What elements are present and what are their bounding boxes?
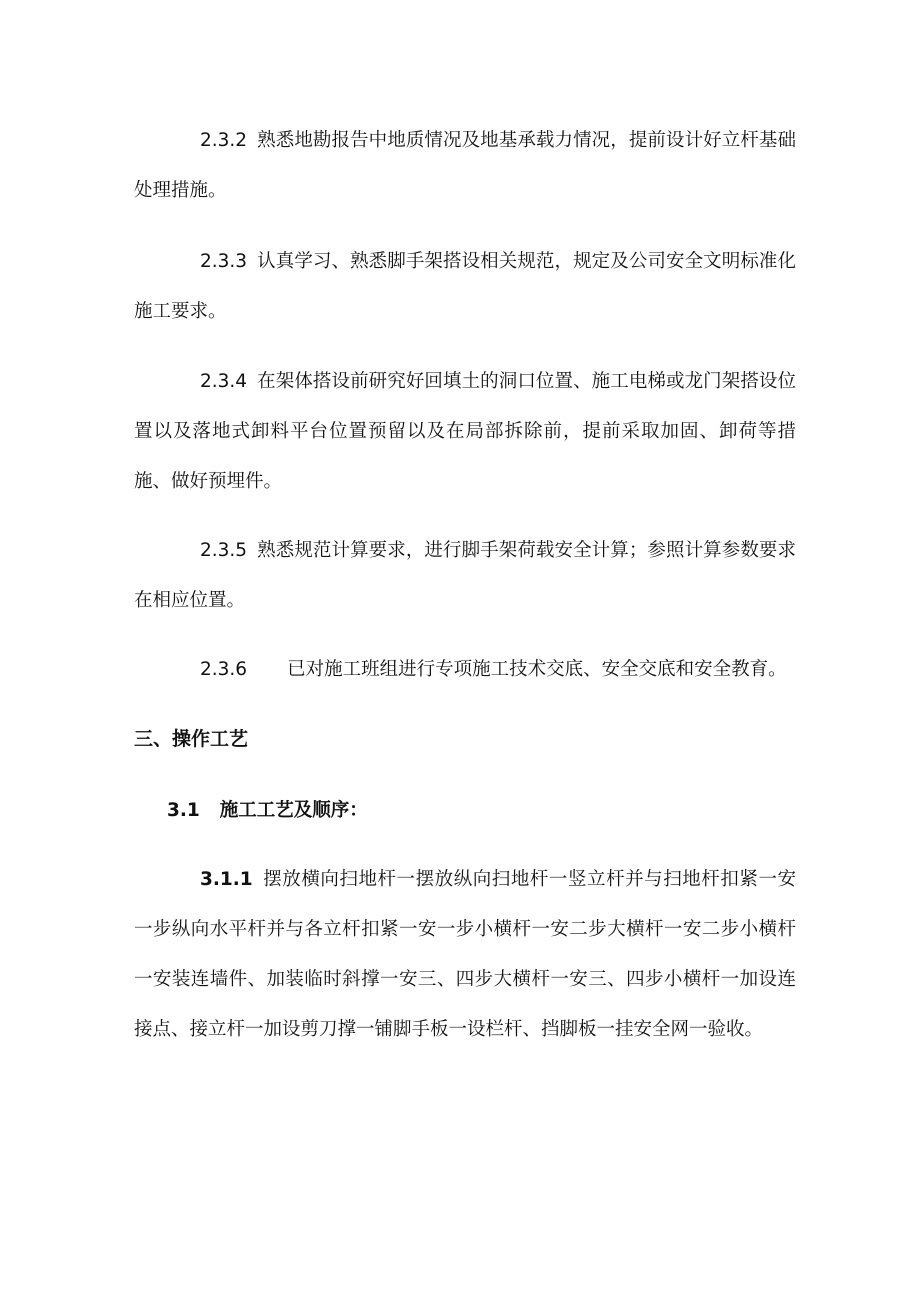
paragraph-2-3-4 [134, 357, 796, 507]
paragraph-text: 摆放横向扫地杆一摆放纵向扫地杆一竖立杆并与扫地杆扣紧一安一步纵向水平杆并与各立杆扣紧一安一步小横杆一安二步大横杆一安二步小横杆一安装连墙件、加装临时斜撑一安三、四步大横杆一安三、四步小横杆一加设连接点、接立杆一加设剪刀撑一铺脚手板一设栏杆、挡脚板一挂安全网一验收。 [134, 869, 796, 1040]
heading-text: 施工工艺及顺序： [219, 800, 368, 821]
section-number: 2.3.3 [200, 251, 248, 272]
section-number: 3.1 [167, 800, 200, 821]
section-heading-3: 三、操作工艺 [134, 728, 249, 750]
section-number: 2.3.5 [200, 540, 248, 561]
section-number: 3.1.1 [200, 869, 253, 890]
paragraph-text: 已对施工班组进行专项施工技术交底、安全交底和安全教育。 [287, 659, 787, 680]
paragraph-text: 熟悉规范计算要求，进行脚手架荷载安全计算；参照计算参数要求在相应位置。 [134, 540, 796, 611]
paragraph-2-3-3 [134, 237, 796, 337]
paragraph-2-3-2 [134, 116, 796, 216]
section-heading-3-1 [167, 786, 368, 836]
section-number: 2.3.2 [200, 130, 248, 151]
paragraph-text: 在架体搭设前研究好回填土的洞口位置、施工电梯或龙门架搭设位置以及落地式卸料平台位置预留以及在局部拆除前，提前采取加固、卸荷等措施、做好预埋件。 [134, 371, 796, 492]
paragraph-2-3-6 [134, 645, 796, 695]
paragraph-text: 熟悉地勘报告中地质情况及地基承载力情况，提前设计好立杆基础处理措施。 [134, 130, 796, 201]
paragraph-3-1-1 [134, 855, 796, 1055]
section-number: 2.3.4 [200, 371, 248, 392]
section-number: 2.3.6 [200, 659, 248, 680]
paragraph-text: 认真学习、熟悉脚手架搭设相关规范，规定及公司安全文明标准化施工要求。 [134, 251, 796, 322]
paragraph-2-3-5 [134, 526, 796, 626]
